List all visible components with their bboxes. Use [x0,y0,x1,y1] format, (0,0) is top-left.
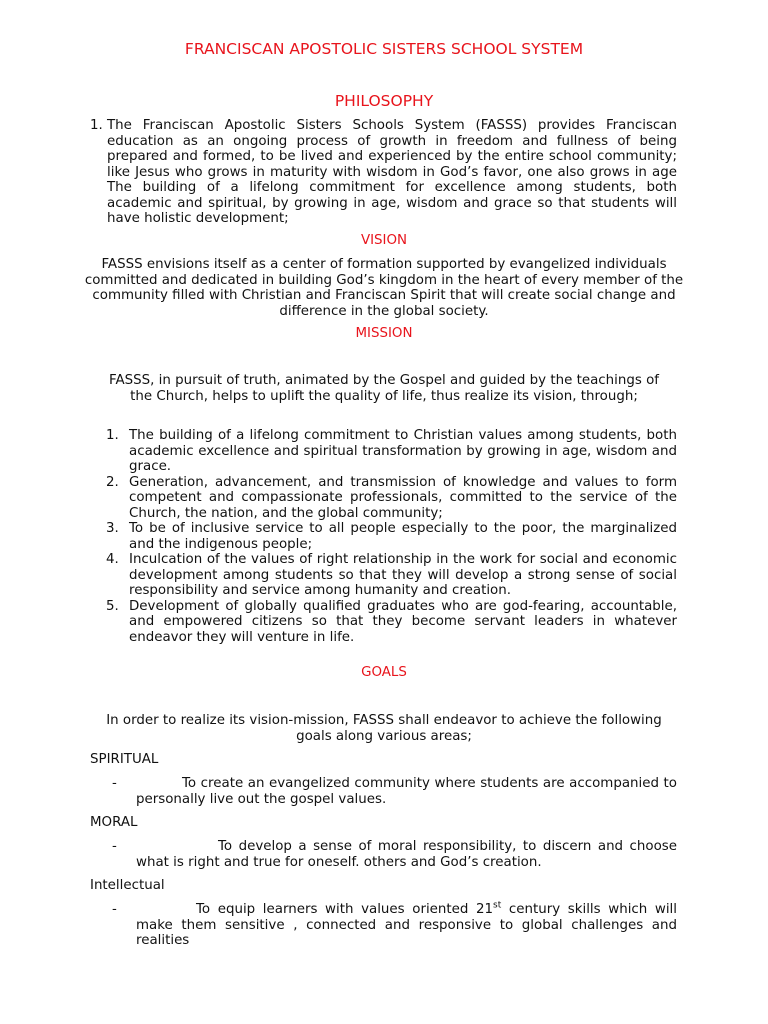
list-number: 4. [106,552,119,567]
category-moral: MORAL [90,815,138,830]
ordinal-suffix: st [493,900,502,911]
goals-heading: GOALS [361,665,407,680]
goal-text [136,902,677,949]
vision-text: FASSS envisions itself as a center of formation supported by evangelized individuals committed and dedicated in building God’s kingdom in the heart of every member of the community filled with Christian and Franciscan Spirit that will create social change and difference in the global society. [84,257,684,319]
list-item [90,552,677,599]
list-item [90,599,677,646]
goal-text-part: century skills which will make them sensitive , connected and responsive to global challenges and realities [136,902,677,948]
dash-bullet: - [112,776,117,791]
list-text: To be of inclusive service to all people especially to the poor, the marginalized and the indigenous people; [129,521,677,552]
category-intellectual: Intellectual [90,878,165,893]
dash-bullet: - [112,839,117,854]
mission-list [90,428,677,645]
list-item [90,428,677,475]
philosophy-heading: PHILOSOPHY [334,92,434,110]
dash-bullet: - [112,902,117,917]
list-text: Inculcation of the values of right relationship in the work for social and economic development among students so that they will develop a strong sense of social responsibility and service among humanity and creation. [129,552,677,598]
philosophy-text: The Franciscan Apostolic Sisters Schools System (FASSS) provides Franciscan education as an ongoing process of growth in freedom and fullness of being prepared and formed, to be lived and experienced by the entire school community; like Jesus who grows in maturity with wisdom in God’s favor, one also grows in age The building of a lifelong commitment for excellence among students, both academic and spiritual, by growing in age, wisdom and grace so that students will have holistic development; [107,118,677,226]
mission-intro: FASSS, in pursuit of truth, animated by the Gospel and guided by the teachings of the Church, helps to uplift the quality of life, thus realize its vision, through; [109,373,659,404]
goals-intro: In order to realize its vision-mission, FASSS shall endeavor to achieve the following goals along various areas; [106,713,662,744]
list-number: 3. [106,521,119,536]
vision-heading: VISION [360,233,408,248]
category-spiritual: SPIRITUAL [90,752,159,767]
list-number: 5. [106,598,119,614]
list-item [90,521,677,552]
list-text: Development of globally qualified graduates who are god-fearing, accountable, and empowered citizens so that they become servant leaders in whatever endeavor they will venture in life. [129,598,677,645]
list-item [90,475,677,522]
philosophy-number: 1. [90,118,103,133]
list-text: The building of a lifelong commitment to Christian values among students, both academic excellence and spiritual transformation by growing in age, wisdom and grace. [129,428,677,474]
goal-text: To develop a sense of moral responsibility, to discern and choose what is right and true for oneself. others and God’s creation. [136,839,677,870]
list-number: 2. [106,474,119,490]
page-title: FRANCISCAN APOSTOLIC SISTERS SCHOOL SYSTEM [184,40,584,58]
goal-text-part: To equip learners with values oriented 21 [196,902,494,917]
list-text: Generation, advancement, and transmission of knowledge and values to form competent and compassionate professionals, committed to the service of the Church, the nation, and the global community; [129,474,677,521]
list-number: 1. [106,428,119,443]
mission-heading: MISSION [355,326,413,341]
goal-text: To create an evangelized community where students are accompanied to personally live out the gospel values. [136,776,677,807]
